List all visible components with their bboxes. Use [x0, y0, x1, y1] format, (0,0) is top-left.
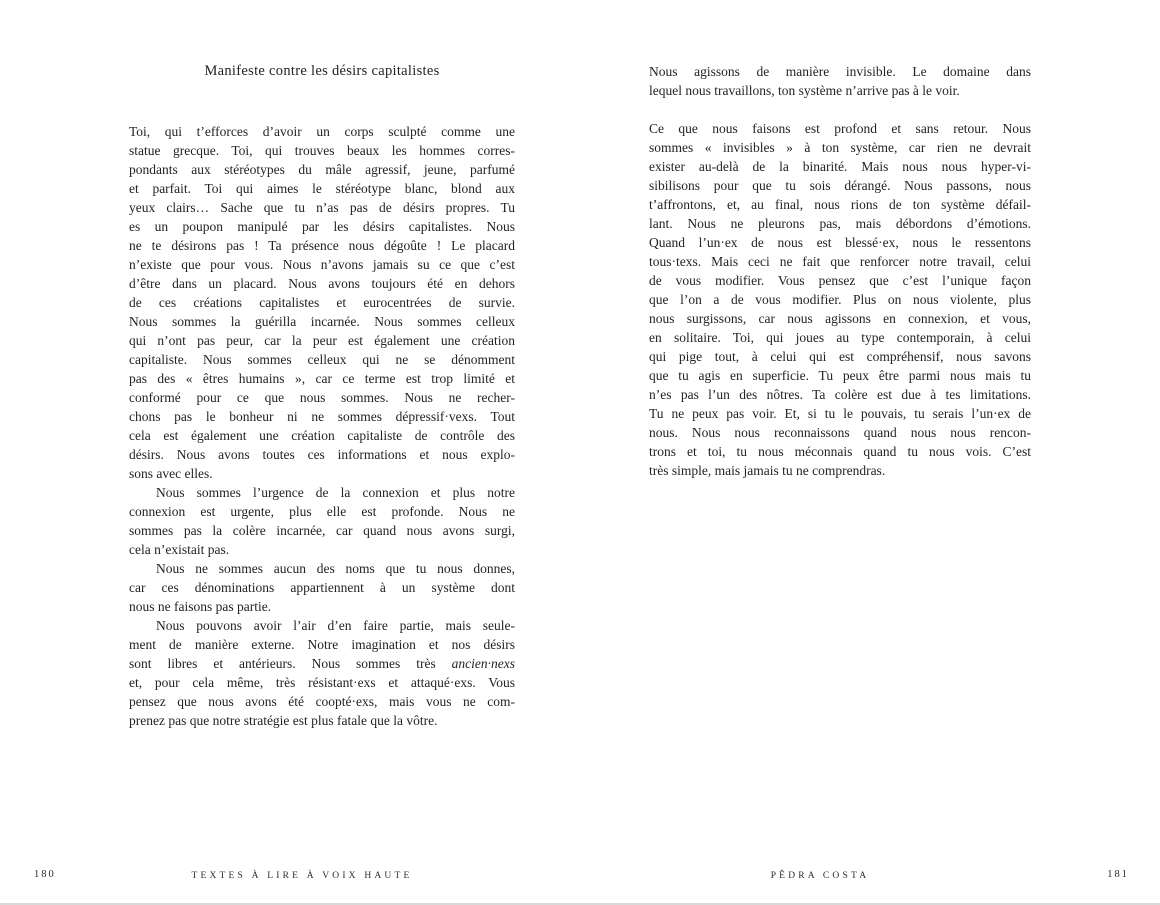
text-line: Nous sommes l’urgence de la connexion et plus notre	[156, 485, 515, 500]
text-line: t’affrontons, et, au final, nous rions de ton système défail-	[649, 197, 1031, 212]
text-line: trons et toi, tu nous méconnais quand tu nous vois. C’est	[649, 444, 1031, 459]
text-line: pondants aux stéréotypes du mâle agressif, jeune, parfumé	[129, 162, 515, 177]
text-line: qui n’ont pas peur, car la peur est également une création	[129, 333, 515, 348]
text-line: Ce que nous faisons est profond et sans retour. Nous	[649, 121, 1031, 136]
text-line: Nous pouvons avoir l’air d’en faire partie, mais seule-	[156, 618, 515, 633]
text-line: connexion est urgente, plus elle est profonde. Nous ne	[129, 504, 515, 519]
left-page-text-column	[129, 122, 515, 730]
text-line: Tu ne peux pas voir. Et, si tu le pouvais, tu serais l’un·ex de	[649, 406, 1031, 421]
text-line: que tu agis en superficie. Tu peux être parmi nous mais tu	[649, 368, 1031, 383]
text-line: es un poupon manipulé par les désirs capitalistes. Nous	[129, 219, 515, 234]
text-line: de vous modifier. Vous pensez que c’est l’unique façon	[649, 273, 1031, 288]
text-line: que l’on a de vous modifier. Plus on nous violente, plus	[649, 292, 1031, 307]
text-line: n’es pas l’un des nôtres. Ta colère est due à tes limitations.	[649, 387, 1031, 402]
text-line: prenez pas que notre stratégie est plus fatale que la vôtre.	[129, 713, 438, 728]
text-line: Nous ne sommes aucun des noms que tu nous donnes,	[156, 561, 515, 576]
paragraph	[649, 62, 1031, 100]
text-line: nous ne faisons pas partie.	[129, 599, 272, 614]
text-line: nous surgissons, car nous agissons en connexion, et vous,	[649, 311, 1031, 326]
text-line: Nous agissons de manière invisible. Le domaine dans	[649, 64, 1031, 79]
text-line: d’être dans un placard. Nous avons toujours été en dehors	[129, 276, 515, 291]
italic-text: ancien·nexs	[451, 656, 515, 671]
text-line: capitaliste. Nous sommes celleux qui ne se dénomment	[129, 352, 515, 367]
text-line: Quand l’un·ex de nous est blessé·ex, nous le ressentons	[649, 235, 1031, 250]
text-line: et parfait. Toi qui aimes le stéréotype blanc, blond aux	[129, 181, 515, 196]
right-page-text-column	[649, 62, 1031, 480]
text-line: conformé pour ce que nous sommes. Nous ne recher-	[129, 390, 515, 405]
text-line: yeux clairs… Sache que tu n’as pas de désirs propres. Tu	[129, 200, 515, 215]
paragraph	[129, 122, 515, 483]
text-line: très simple, mais jamais tu ne comprendras.	[649, 463, 886, 478]
text-line: de ces créations capitalistes et eurocentrées de survie.	[129, 295, 515, 310]
chapter-title: Manifeste contre les désirs capitalistes	[204, 63, 440, 79]
text-line: n’existe que pour vous. Nous n’avons jamais su ce que c’est	[129, 257, 515, 272]
text-line: Nous sommes la guérilla incarnée. Nous sommes celleux	[129, 314, 515, 329]
text-line: qui pige tout, à celui qui est compréhensif, nous savons	[649, 349, 1031, 364]
right-page-number: 181	[1107, 869, 1129, 880]
text-line: et, pour cela même, très résistant·exs et attaqué·exs. Vous	[129, 675, 515, 690]
text-line: cela n’existait pas.	[129, 542, 230, 557]
text-line: Toi, qui t’efforces d’avoir un corps sculpté comme une	[129, 124, 515, 139]
text-line: chons pas le bonheur ni ne sommes dépressif·vexs. Tout	[129, 409, 515, 424]
left-page-number: 180	[34, 869, 56, 880]
paragraph	[129, 483, 515, 559]
text-line: désirs. Nous avons toutes ces informations et nous explo-	[129, 447, 515, 462]
text-line: tous·texs. Mais ceci ne fait que renforcer notre travail, celui	[649, 254, 1031, 269]
text-line: pas des « êtres humains », car ce terme est trop limité et	[129, 371, 515, 386]
left-running-footer: TEXTES À LIRE À VOIX HAUTE	[191, 871, 413, 881]
text-line: sommes « invisibles » à ton système, car rien ne devrait	[649, 140, 1031, 155]
text-line: nous. Nous nous reconnaissons quand nous nous rencon-	[649, 425, 1031, 440]
text-line: exister au-delà de la binarité. Mais nous nous hyper-vi-	[649, 159, 1031, 174]
text-line: sibilisons pour que tu sois dérangé. Nous passons, nous	[649, 178, 1031, 193]
text-line: lequel nous travaillons, ton système n’arrive pas à le voir.	[649, 83, 960, 98]
text-line: en solitaire. Toi, qui joues au type contemporain, à celui	[649, 330, 1031, 345]
text-line: ne te désirons pas ! Ta présence nous dégoûte ! Le placard	[129, 238, 515, 253]
paragraph	[129, 616, 515, 730]
paragraph	[649, 119, 1031, 480]
right-running-footer: PÊDRA COSTA	[770, 871, 870, 881]
text-line: sommes pas la colère incarnée, car quand nous avons surgi,	[129, 523, 515, 538]
text-line: sons avec elles.	[129, 466, 213, 481]
text-line: lant. Nous ne pleurons pas, mais débordons d’émotions.	[649, 216, 1031, 231]
text-line	[129, 654, 515, 673]
text-line: cela est également une création capitaliste de contrôle des	[129, 428, 515, 443]
text-line: pensez que nous avons été coopté·exs, mais vous ne com-	[129, 694, 515, 709]
text-span: sont libres et antérieurs. Nous sommes très	[129, 656, 452, 671]
text-line: statue grecque. Toi, qui trouves beaux les hommes corres-	[129, 143, 515, 158]
paragraph	[129, 559, 515, 616]
text-line: ment de manière externe. Notre imagination et nos désirs	[129, 637, 515, 652]
text-line: car ces dénominations appartiennent à un système dont	[129, 580, 515, 595]
